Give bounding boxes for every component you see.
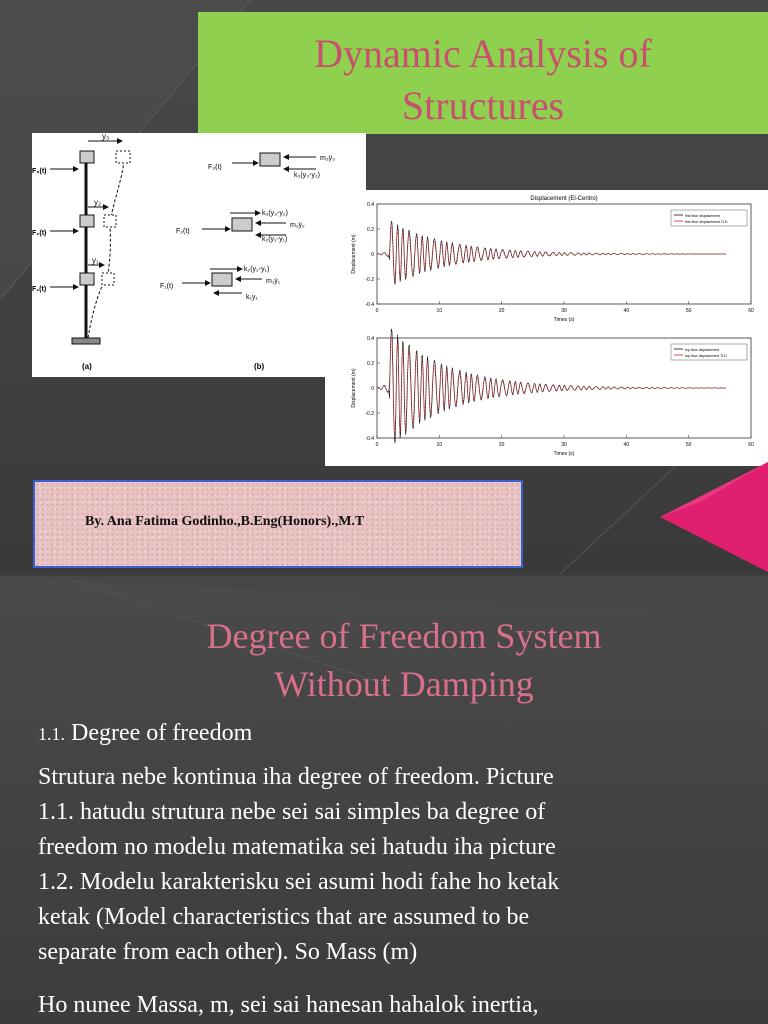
label-F1-fbd: F₁(t): [160, 283, 174, 290]
structure-model-figure: [32, 133, 366, 377]
x-tick-label: 10: [436, 442, 443, 448]
label-y2: y₂: [94, 198, 102, 207]
y-tick-label: 0.2: [367, 227, 374, 233]
magenta-triangle-accent: [660, 462, 768, 572]
title-banner: [198, 12, 768, 134]
y-tick-label: -0.2: [365, 411, 374, 417]
y-tick-label: 0.4: [367, 202, 374, 208]
slide-1-title: Dynamic Analysis of Structures: [314, 31, 652, 128]
y-tick-label: 0: [371, 252, 374, 258]
x-tick-label: 0: [375, 442, 379, 448]
x-tick-label: 20: [498, 308, 505, 314]
author-box: [33, 480, 523, 568]
label-F3: F₃(t): [32, 168, 47, 175]
slide-2-title: Degree of Freedom System Without Damping: [206, 616, 602, 704]
label-k3a: k₃(y₃-y₂): [294, 172, 320, 179]
y-tick-label: -0.4: [365, 302, 374, 308]
x-tick-label: 30: [561, 442, 567, 448]
legend-entry: first floor displacement TLD: [685, 220, 728, 224]
subheading-text: Degree of freedom: [71, 720, 253, 746]
author-line: By. Ana Fatima Godinho.,B.Eng(Honors).,M.T: [85, 514, 365, 529]
y-tick-label: 0.2: [367, 361, 374, 367]
label-k2b: k₂(y₂-y₁): [244, 266, 270, 273]
x-tick-label: 20: [498, 442, 505, 448]
displacement-plots-figure: [325, 190, 768, 466]
label-y1: y₁: [92, 256, 99, 265]
label-k3b: k₃(y₃-y₂): [262, 210, 288, 217]
slide-2: [0, 576, 768, 1024]
label-a: (a): [82, 362, 92, 371]
subheading: [38, 720, 252, 747]
label-F3-fbd: F₃(t): [208, 164, 222, 171]
label-m3: m₃ÿ₃: [320, 155, 336, 162]
body-paragraph-2: Ho nunee Massa, m, sei sai hanesan hahalok inertia,: [38, 992, 539, 1018]
label-k2a: k₂(y₂-y₁): [262, 236, 288, 243]
label-F2: F₂(t): [32, 230, 47, 237]
y-tick-label: 0.4: [367, 336, 374, 342]
x-tick-label: 40: [623, 308, 630, 314]
body-paragraph: Strutura nebe kontinua iha degree of freedom. Picture 1.1. hatudu strutura nebe sei sai simples ba degree of freedom no modelu matematika sei hatudu iha picture 1.2. Modelu karakterisku sei asumi hodi fahe ho ketak ketak (Model characteristics that are assumed to be separate from each other). So Mass (m): [38, 764, 560, 965]
y-tick-label: -0.2: [365, 277, 374, 283]
label-k1: k₁y₁: [246, 294, 258, 301]
x-tick-label: 10: [436, 308, 443, 314]
legend-entry: top floor displacement TLD: [685, 354, 727, 358]
label-y3: y₃: [102, 133, 110, 141]
plot-title: Displacement (El-Centro): [530, 196, 598, 202]
x-tick-label: 60: [748, 308, 754, 314]
label-m2: m₂ÿ₂: [290, 222, 305, 229]
x-tick-label: 40: [623, 442, 630, 448]
y-axis-label: Displacement (m): [351, 234, 357, 274]
y-tick-label: -0.4: [365, 436, 374, 442]
label-b: (b): [254, 362, 265, 371]
x-tick-label: 30: [561, 308, 567, 314]
legend-entry: first floor displacement: [685, 214, 721, 218]
x-tick-label: 50: [685, 442, 692, 448]
subheading-number: 1.1.: [38, 724, 65, 744]
label-m1: m₁ÿ₁: [266, 278, 281, 285]
label-F2-fbd: F₂(t): [176, 228, 190, 235]
x-axis-label: Times (s): [553, 317, 575, 323]
x-tick-label: 60: [748, 442, 754, 448]
x-tick-label: 0: [375, 308, 379, 314]
x-axis-label: Times (s): [553, 451, 575, 457]
label-F1: F₁(t): [32, 286, 47, 293]
y-tick-label: 0: [371, 386, 374, 392]
legend-entry: top floor displacement: [685, 348, 720, 352]
x-tick-label: 50: [685, 308, 692, 314]
y-axis-label: Displacement (m): [351, 368, 357, 408]
